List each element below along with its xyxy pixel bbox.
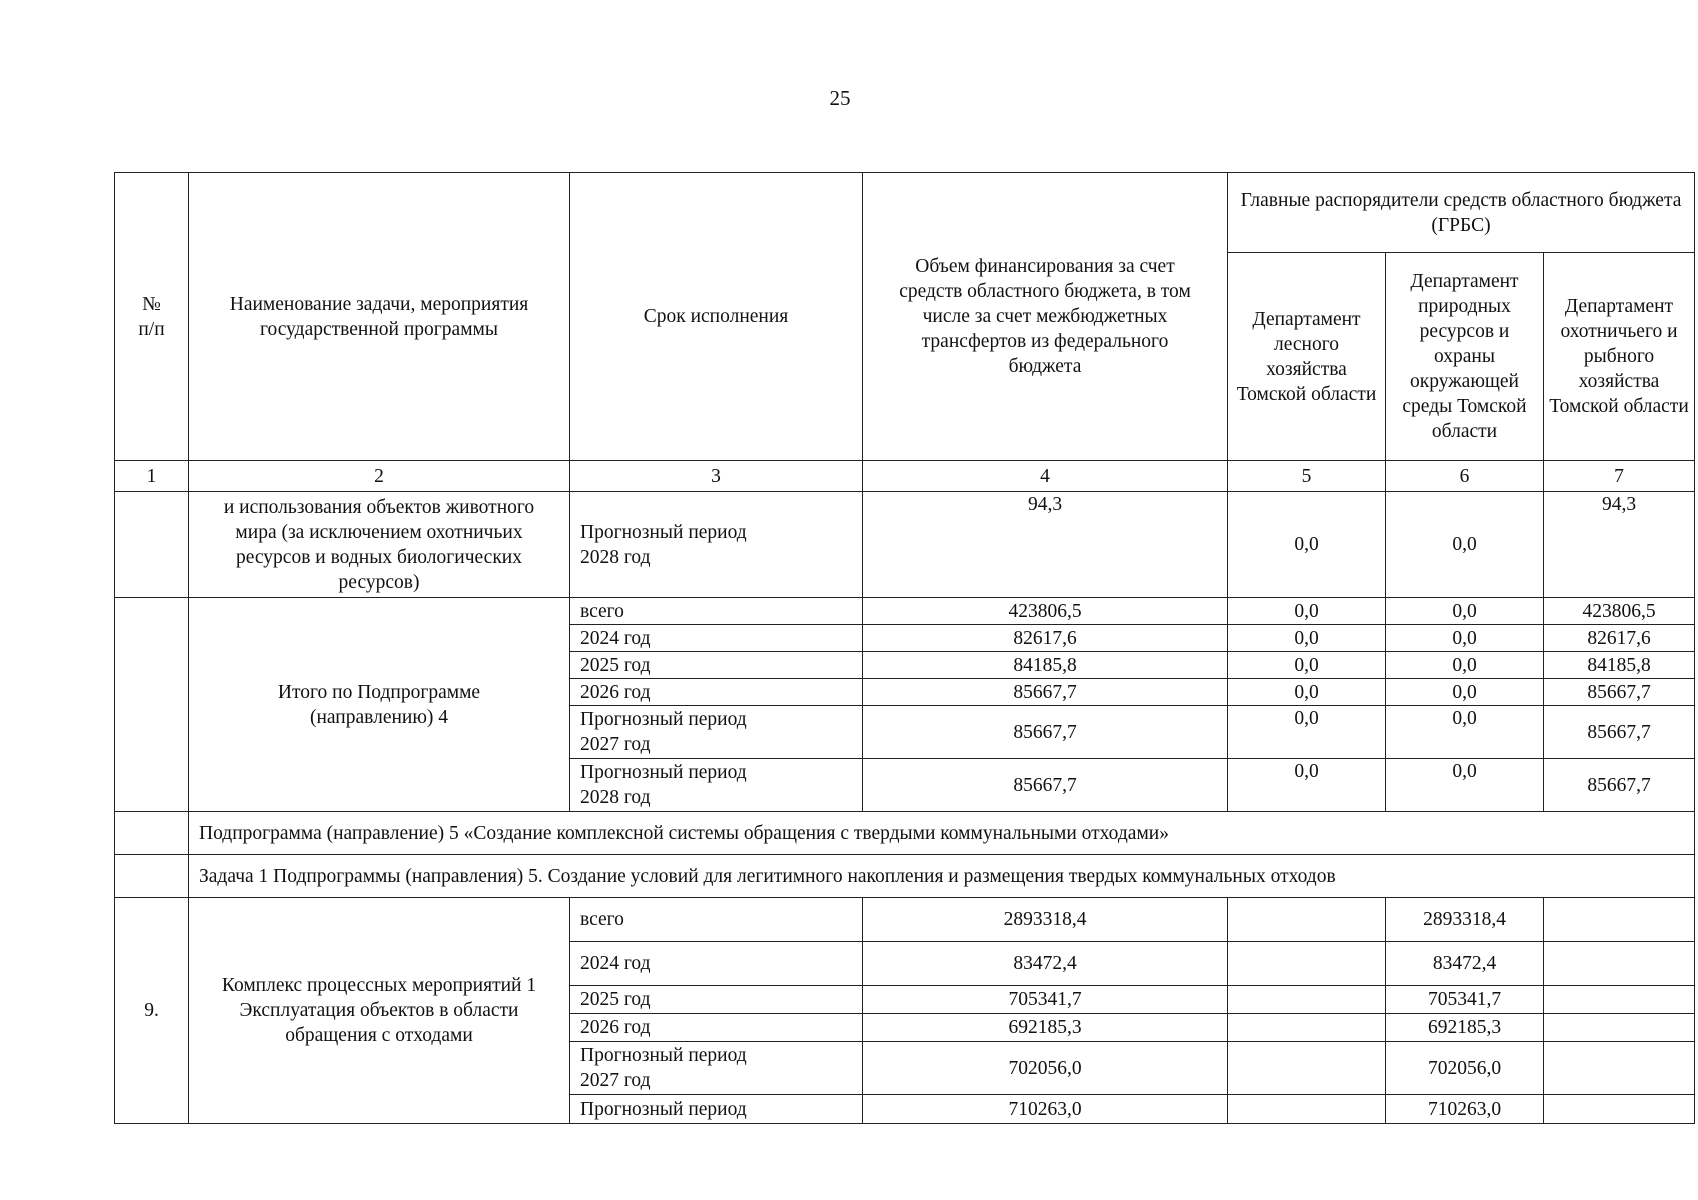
header-forestry-dept: Департамент лесного хозяйства Томской области — [1228, 253, 1386, 461]
row-c6: 0,0 — [1386, 492, 1544, 598]
item-number: 9. — [115, 898, 189, 1124]
column-numbers-row — [115, 461, 1695, 492]
header-volume: Объем финансирования за счет средств областного бюджета, в том числе за счет межбюджетных трансфертов из федерального бюджета — [863, 173, 1228, 461]
row-c5 — [1228, 942, 1386, 986]
financing-table — [114, 172, 1695, 1124]
row-c7: 85667,7 — [1544, 759, 1695, 812]
row-c7 — [1544, 1042, 1695, 1095]
row-volume: 94,3 — [863, 492, 1228, 598]
row-c5 — [1228, 898, 1386, 942]
row-num-cell — [115, 855, 189, 898]
col-number: 5 — [1228, 461, 1386, 492]
row-c6: 0,0 — [1386, 679, 1544, 706]
row-period: 2025 год — [570, 652, 863, 679]
row-volume: 85667,7 — [863, 679, 1228, 706]
row-c5: 0,0 — [1228, 598, 1386, 625]
table-row — [115, 492, 1695, 598]
row-period: 2026 год — [570, 1014, 863, 1042]
header-name: Наименование задачи, мероприятия государственной программы — [189, 173, 570, 461]
table-row — [115, 898, 1695, 942]
row-c7 — [1544, 986, 1695, 1014]
row-c5: 0,0 — [1228, 625, 1386, 652]
page-number: 25 — [829, 86, 851, 110]
row-volume: 692185,3 — [863, 1014, 1228, 1042]
row-num-cell — [115, 598, 189, 812]
header-num: № п/п — [115, 173, 189, 461]
itogo-name: Итого по Подпрограмме (направлению) 4 — [189, 598, 570, 812]
row-volume: 2893318,4 — [863, 898, 1228, 942]
col-number: 1 — [115, 461, 189, 492]
row-volume: 85667,7 — [863, 706, 1228, 759]
row-c5: 0,0 — [1228, 492, 1386, 598]
row-c7 — [1544, 942, 1695, 986]
row-period: Прогнозный период — [570, 1095, 863, 1124]
col-number: 6 — [1386, 461, 1544, 492]
task-row — [115, 855, 1695, 898]
row-c6: 702056,0 — [1386, 1042, 1544, 1095]
task-title: Задача 1 Подпрограммы (направления) 5. Создание условий для легитимного накопления и размещения твердых коммунальных отходов — [189, 855, 1695, 898]
row-c7 — [1544, 898, 1695, 942]
row-period: 2025 год — [570, 986, 863, 1014]
row-volume: 82617,6 — [863, 625, 1228, 652]
row-c7: 84185,8 — [1544, 652, 1695, 679]
row-c6: 2893318,4 — [1386, 898, 1544, 942]
row-c6: 83472,4 — [1386, 942, 1544, 986]
header-row — [115, 173, 1695, 253]
row-c6: 705341,7 — [1386, 986, 1544, 1014]
col-number: 7 — [1544, 461, 1695, 492]
subprogram-title: Подпрограмма (направление) 5 «Создание комплексной системы обращения с твердыми коммунальными отходами» — [189, 812, 1695, 855]
row-num-cell — [115, 812, 189, 855]
row-name: и использования объектов животного мира (за исключением охотничьих ресурсов и водных биологических ресурсов) — [189, 492, 570, 598]
item-name: Комплекс процессных мероприятий 1 Эксплуатация объектов в области обращения с отходами — [189, 898, 570, 1124]
row-period: 2026 год — [570, 679, 863, 706]
row-c6: 0,0 — [1386, 652, 1544, 679]
row-volume: 710263,0 — [863, 1095, 1228, 1124]
row-c7: 423806,5 — [1544, 598, 1695, 625]
row-c5 — [1228, 986, 1386, 1014]
col-number: 2 — [189, 461, 570, 492]
col-number: 3 — [570, 461, 863, 492]
header-term: Срок исполнения — [570, 173, 863, 461]
header-hunting-dept: Департамент охотничьего и рыбного хозяйства Томской области — [1544, 253, 1695, 461]
row-c7: 85667,7 — [1544, 679, 1695, 706]
row-c7 — [1544, 1095, 1695, 1124]
row-period: всего — [570, 898, 863, 942]
row-volume: 705341,7 — [863, 986, 1228, 1014]
row-c5: 0,0 — [1228, 652, 1386, 679]
row-c6: 0,0 — [1386, 598, 1544, 625]
row-c5: 0,0 — [1228, 759, 1386, 812]
row-volume: 85667,7 — [863, 759, 1228, 812]
row-volume: 702056,0 — [863, 1042, 1228, 1095]
row-c5 — [1228, 1095, 1386, 1124]
col-number: 4 — [863, 461, 1228, 492]
row-period: всего — [570, 598, 863, 625]
header-nature-dept: Департамент природных ресурсов и охраны окружающей среды Томской области — [1386, 253, 1544, 461]
row-period: Прогнозный период 2028 год — [570, 492, 863, 598]
row-c7: 82617,6 — [1544, 625, 1695, 652]
row-period: 2024 год — [570, 942, 863, 986]
row-c6: 0,0 — [1386, 706, 1544, 759]
header-grbs: Главные распорядители средств областного бюджета (ГРБС) — [1228, 173, 1695, 253]
row-c5 — [1228, 1042, 1386, 1095]
row-c6: 0,0 — [1386, 759, 1544, 812]
row-c5 — [1228, 1014, 1386, 1042]
row-c5: 0,0 — [1228, 679, 1386, 706]
row-period: Прогнозный период 2027 год — [570, 1042, 863, 1095]
row-period: 2024 год — [570, 625, 863, 652]
row-c6: 710263,0 — [1386, 1095, 1544, 1124]
row-period: Прогнозный период 2027 год — [570, 706, 863, 759]
subprogram-row — [115, 812, 1695, 855]
table-row — [115, 598, 1695, 625]
row-c7 — [1544, 1014, 1695, 1042]
row-period: Прогнозный период 2028 год — [570, 759, 863, 812]
row-volume: 84185,8 — [863, 652, 1228, 679]
row-c6: 692185,3 — [1386, 1014, 1544, 1042]
row-c7: 85667,7 — [1544, 706, 1695, 759]
row-volume: 83472,4 — [863, 942, 1228, 986]
row-c6: 0,0 — [1386, 625, 1544, 652]
row-c5: 0,0 — [1228, 706, 1386, 759]
row-volume: 423806,5 — [863, 598, 1228, 625]
row-c7: 94,3 — [1544, 492, 1695, 598]
row-num-cell — [115, 492, 189, 598]
